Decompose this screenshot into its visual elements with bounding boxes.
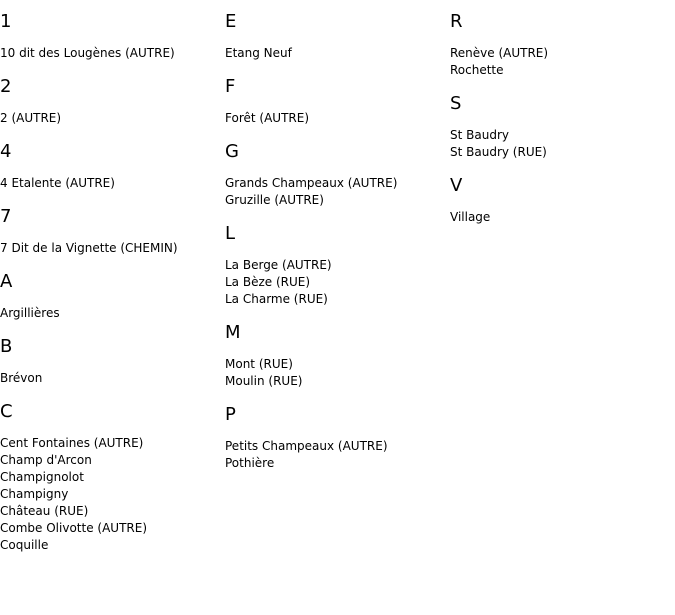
letter-group: [225, 403, 449, 472]
street-list: [450, 45, 674, 79]
letter-group: [225, 75, 449, 127]
letter-heading: B: [0, 336, 13, 357]
letter-group: [450, 10, 674, 79]
street-name[interactable]: Etang Neuf: [225, 46, 292, 60]
street-name[interactable]: Combe Olivotte (AUTRE): [0, 521, 147, 535]
letter-group: [0, 140, 224, 192]
street-list: [450, 209, 674, 226]
street-list: [0, 305, 224, 322]
letter-heading: M: [225, 322, 241, 343]
street-name[interactable]: 7 Dit de la Vignette (CHEMIN): [0, 241, 178, 255]
letter-heading: L: [225, 223, 236, 244]
letter-heading: E: [225, 11, 237, 32]
street-list: [225, 110, 449, 127]
letter-group: [0, 270, 224, 322]
index-column-1: [0, 0, 224, 554]
letter-group: [0, 400, 224, 554]
letter-group: [0, 75, 224, 127]
street-name[interactable]: Champignolot: [0, 470, 84, 484]
letter-group: [450, 92, 674, 161]
street-list: [225, 175, 449, 209]
street-name[interactable]: Cent Fontaines (AUTRE): [0, 436, 144, 450]
street-name[interactable]: Château (RUE): [0, 504, 89, 518]
street-name[interactable]: Brévon: [0, 371, 43, 385]
street-name[interactable]: St Baudry (RUE): [450, 145, 547, 159]
street-name[interactable]: Grands Champeaux (AUTRE): [225, 176, 398, 190]
street-name[interactable]: Champ d'Arcon: [0, 453, 92, 467]
letter-heading: 1: [0, 11, 12, 32]
street-name[interactable]: St Baudry: [450, 128, 509, 142]
letter-group: [225, 222, 449, 308]
street-name[interactable]: Coquille: [0, 538, 49, 552]
street-name[interactable]: La Berge (AUTRE): [225, 258, 332, 272]
street-name[interactable]: Forêt (AUTRE): [225, 111, 309, 125]
street-list: [0, 435, 224, 554]
letter-heading: F: [225, 76, 236, 97]
letter-heading: V: [450, 175, 463, 196]
letter-group: [0, 205, 224, 257]
letter-group: [450, 174, 674, 226]
street-list: [0, 45, 224, 62]
letter-heading: R: [450, 11, 463, 32]
street-list: [450, 127, 674, 161]
street-name[interactable]: Moulin (RUE): [225, 374, 303, 388]
letter-heading: P: [225, 404, 236, 425]
street-name[interactable]: 10 dit des Lougènes (AUTRE): [0, 46, 175, 60]
letter-heading: 2: [0, 76, 12, 97]
street-name[interactable]: Pothière: [225, 456, 275, 470]
letter-heading: 7: [0, 206, 12, 227]
street-name[interactable]: Rochette: [450, 63, 504, 77]
letter-group: [0, 335, 224, 387]
street-list: [0, 110, 224, 127]
street-name[interactable]: Mont (RUE): [225, 357, 293, 371]
street-name[interactable]: La Charme (RUE): [225, 292, 328, 306]
letter-heading: G: [225, 141, 239, 162]
street-list: [0, 370, 224, 387]
street-name[interactable]: Argillières: [0, 306, 60, 320]
street-name[interactable]: Gruzille (AUTRE): [225, 193, 324, 207]
street-name[interactable]: 4 Etalente (AUTRE): [0, 176, 115, 190]
letter-group: [225, 321, 449, 390]
letter-heading: A: [0, 271, 13, 292]
letter-group: [225, 140, 449, 209]
letter-heading: S: [450, 93, 462, 114]
letter-heading: 4: [0, 141, 12, 162]
index-column-3: [450, 0, 674, 226]
letter-group: [0, 10, 224, 62]
letter-heading: C: [0, 401, 13, 422]
street-name[interactable]: Petits Champeaux (AUTRE): [225, 439, 388, 453]
street-list: [0, 175, 224, 192]
index-column-2: [225, 0, 449, 472]
street-name[interactable]: Village: [450, 210, 491, 224]
street-list: [225, 257, 449, 308]
street-list: [225, 45, 449, 62]
street-list: [0, 240, 224, 257]
street-name[interactable]: Renève (AUTRE): [450, 46, 549, 60]
letter-group: [225, 10, 449, 62]
street-name[interactable]: La Bèze (RUE): [225, 275, 311, 289]
street-name[interactable]: Champigny: [0, 487, 69, 501]
street-list: [225, 356, 449, 390]
street-list: [225, 438, 449, 472]
street-name[interactable]: 2 (AUTRE): [0, 111, 62, 125]
